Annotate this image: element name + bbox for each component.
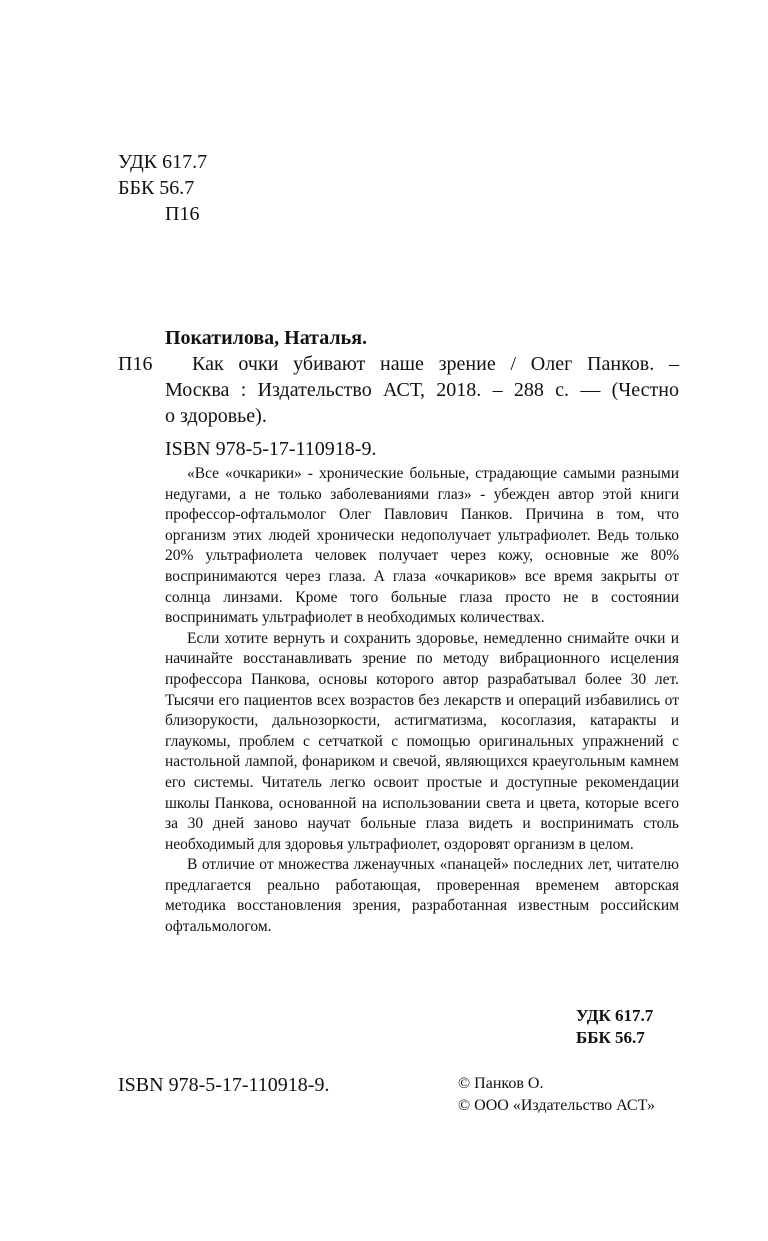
annotation xyxy=(165,464,679,938)
book-title-line-1: Как очки убивают наше зрение / Олег Панков. – xyxy=(192,353,679,375)
book-title-line-2: Москва : Издательство АСТ, 2018. – 288 с. — (Честно xyxy=(165,379,679,401)
header-udk: УДК 617.7 xyxy=(118,151,208,173)
copyright-author: © Панков О. xyxy=(458,1075,544,1092)
catalog-isbn: ISBN 978-5-17-110918-9. xyxy=(165,438,377,460)
annotation-paragraph-2: Если хотите вернуть и сохранить здоровье, немедленно снимайте очки и начинайте восстанавливать зрение по методу вибрационного исцеления профессора Панкова, основы которого автор разрабатывал более 30 лет. Тысячи его пациентов всех возрастов без лекарств и операций избавились от близорукости, дальнозоркости, астигматизма, косоглазия, катаракты и глаукомы, проблем с сетчаткой с помощью оригинальных упражнений с настольной лампой, фонариком и свечой, являющихся краеугольным камнем его системы. Читатель легко освоит простые и доступные рекомендации школы Панкова, основанной на использовании света и цвета, которые всего за 30 дней заново научат больные глаза видеть и воспринимать столь необходимый для здоровья ультрафиолет, оздоровят организм в целом. xyxy=(165,629,679,853)
footer-udk: УДК 617.7 xyxy=(576,1006,654,1025)
author-heading: Покатилова, Наталья. xyxy=(165,327,368,349)
copyright-publisher: © ООО «Издательство АСТ» xyxy=(458,1097,655,1114)
footer-bbk: ББК 56.7 xyxy=(576,1028,645,1047)
catalog-author-sign: П16 xyxy=(118,353,153,375)
footer-isbn: ISBN 978-5-17-110918-9. xyxy=(118,1074,330,1096)
header-bbk: ББК 56.7 xyxy=(118,177,195,199)
annotation-paragraph-3: В отличие от множества лженаучных «панацей» последних лет, читателю предлагается реально работающая, проверенная временем авторская методика восстановления зрения, разработанная известным российским офтальмологом. xyxy=(165,856,679,936)
book-title-line-3: о здоровье). xyxy=(165,405,267,427)
header-author-sign: П16 xyxy=(165,203,200,225)
annotation-paragraph-1: «Все «очкарики» - хронические больные, страдающие самыми разными недугами, а не только заболеваниями глаз» - убежден автор этой книги профессор-офтальмолог Олег Павлович Панков. Причина в том, что организм этих людей хронически недополучает ультрафиолет. Ведь только 20% ультрафиолета человек получает через кожу, основные же 80% воспринимаются через глаза. А глаза «очкариков» все время закрыты от солнца линзами. Кроме того больные глаза просто не в состоянии воспринимать ультрафиолет в необходимых количествах. xyxy=(165,465,679,627)
